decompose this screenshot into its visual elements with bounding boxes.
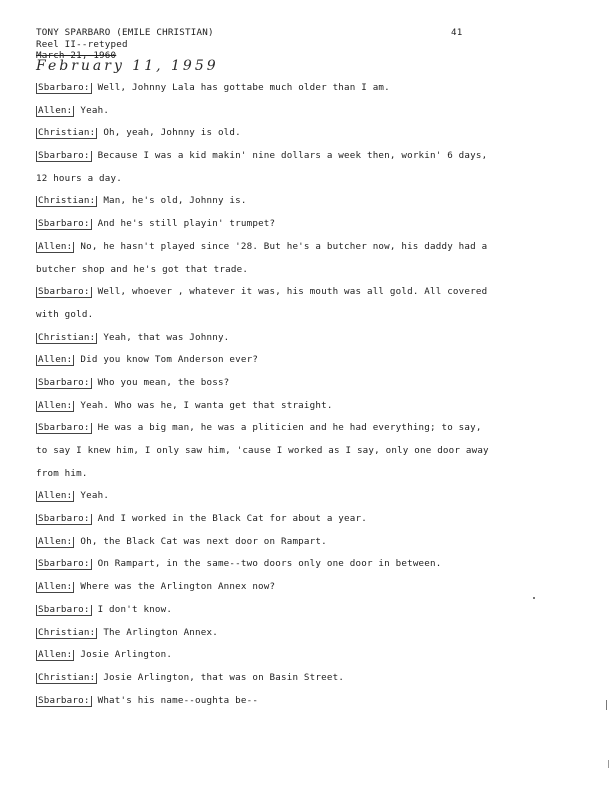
line-text: butcher shop and he's got that trade. [36,263,249,275]
transcript-line [36,332,506,355]
speck-mark [533,597,535,599]
transcript-line [36,127,506,150]
transcript-line [36,581,506,604]
line-text: What's his name--oughta be-- [97,694,259,706]
transcript-line [36,445,506,468]
speaker-label [36,105,74,117]
speaker-label [36,558,92,570]
line-text: Well, Johnny Lala has gottabe much older than I am. [97,82,390,93]
transcript-line [36,422,506,445]
transcript-line [36,468,506,491]
transcript-line [36,627,506,650]
speaker-name: Allen: [38,490,73,502]
speaker-label [36,536,74,548]
transcript-line [36,604,506,627]
speaker-label [36,627,97,639]
transcript-line [36,400,506,423]
speaker-name: Christian: [38,626,96,638]
speaker-name: Sbarbaro: [38,558,90,570]
speaker-name: Sbarbaro: [38,82,90,93]
line-text: No, he hasn't played since '28. But he's a butcher now, his daddy had a [80,240,488,252]
line-text: Josie Arlington. [80,649,173,661]
speaker-name: Sbarbaro: [38,513,90,525]
line-text: Oh, yeah, Johnny is old. [103,127,241,139]
transcript-line [36,354,506,377]
transcript-line [36,649,506,672]
line-text: And I worked in the Black Cat for about a year. [97,513,367,525]
line-text: Well, whoever , whatever it was, his mouth was all gold. All covered [97,286,488,298]
speaker-label [36,82,92,94]
speaker-label [36,422,92,434]
line-text: Did you know Tom Anderson ever? [80,354,259,366]
struck-date: March 21, 1960 [36,50,117,61]
speaker-name: Allen: [38,240,73,252]
speaker-label [36,241,74,253]
speaker-label [36,490,74,502]
edge-mark [606,700,607,710]
line-text: Where was the Arlington Annex now? [80,581,276,593]
transcript-line [36,218,506,241]
line-text: And he's still playin' trumpet? [97,218,276,230]
speaker-label [36,332,97,344]
speaker-label [36,513,92,525]
line-text: Yeah. Who was he, I wanta get that straight. [80,399,333,411]
speaker-label [36,672,97,684]
speaker-label [36,400,74,412]
speaker-name: Sbarbaro: [38,376,90,388]
speaker-name: Allen: [38,399,73,411]
line-text: Man, he's old, Johnny is. [103,195,247,207]
speaker-name: Allen: [38,535,73,547]
edge-mark [608,760,609,768]
transcript-line [36,536,506,559]
speaker-label [36,286,92,298]
speaker-label [36,604,92,616]
reel-label: Reel II--retyped [36,39,128,50]
line-text: On Rampart, in the same--two doors only one door in between. [97,558,442,570]
speaker-name: Sbarbaro: [38,603,90,615]
speaker-label [36,695,92,707]
line-text: Yeah. [80,490,110,502]
speaker-label [36,377,92,389]
speaker-name: Allen: [38,354,73,366]
handwritten-date: February 11, 1959 [36,58,219,74]
speaker-label [36,581,74,593]
speaker-name: Christian: [38,195,96,207]
speaker-name: Christian: [38,331,96,343]
line-text: Because I was a kid makin' nine dollars a week then, workin' 6 days, [97,150,488,162]
transcript-line [36,150,506,173]
line-text: He was a big man, he was a pliticien and he had everything; to say, [97,422,482,434]
speaker-name: Sbarbaro: [38,150,90,162]
transcript-line [36,105,506,128]
line-text: Who you mean, the boss? [97,376,230,388]
transcript-line [36,309,506,332]
line-text: The Arlington Annex. [103,626,218,638]
speaker-name: Allen: [38,649,73,661]
speaker-name: Sbarbaro: [38,286,90,298]
transcript-line [36,173,506,196]
transcript-line [36,558,506,581]
speaker-name: Christian: [38,671,96,683]
transcript-line [36,490,506,513]
speaker-label [36,218,92,230]
transcript-body [36,82,506,717]
page-number: 41 [451,27,463,38]
line-text: Yeah, that was Johnny. [103,331,230,343]
speaker-label [36,150,92,162]
line-text: from him. [36,467,88,479]
speaker-label [36,649,74,661]
transcript-line [36,286,506,309]
line-text: with gold. [36,308,94,320]
transcript-line [36,241,506,264]
document-title: TONY SPARBARO (EMILE CHRISTIAN) [36,27,214,38]
line-text: to say I knew him, I only saw him, 'cause I worked as I say, only one door away [36,445,489,456]
speaker-name: Sbarbaro: [38,218,90,230]
line-text: Oh, the Black Cat was next door on Rampart. [80,535,327,547]
transcript-line [36,672,506,695]
speaker-label [36,127,97,139]
transcript-line [36,195,506,218]
transcript-line [36,264,506,287]
line-text: Josie Arlington, that was on Basin Street. [103,671,345,683]
speaker-name: Sbarbaro: [38,694,90,706]
transcript-line [36,377,506,400]
speaker-name: Sbarbaro: [38,422,90,434]
speaker-name: Allen: [38,104,73,116]
transcript-line [36,82,506,105]
line-text: I don't know. [97,603,173,615]
transcript-line [36,695,506,718]
speaker-name: Christian: [38,127,96,139]
line-text: Yeah. [80,104,110,116]
speaker-label [36,354,74,366]
speaker-name: Allen: [38,581,73,593]
speaker-label [36,195,97,207]
transcript-line [36,513,506,536]
line-text: 12 hours a day. [36,172,122,184]
